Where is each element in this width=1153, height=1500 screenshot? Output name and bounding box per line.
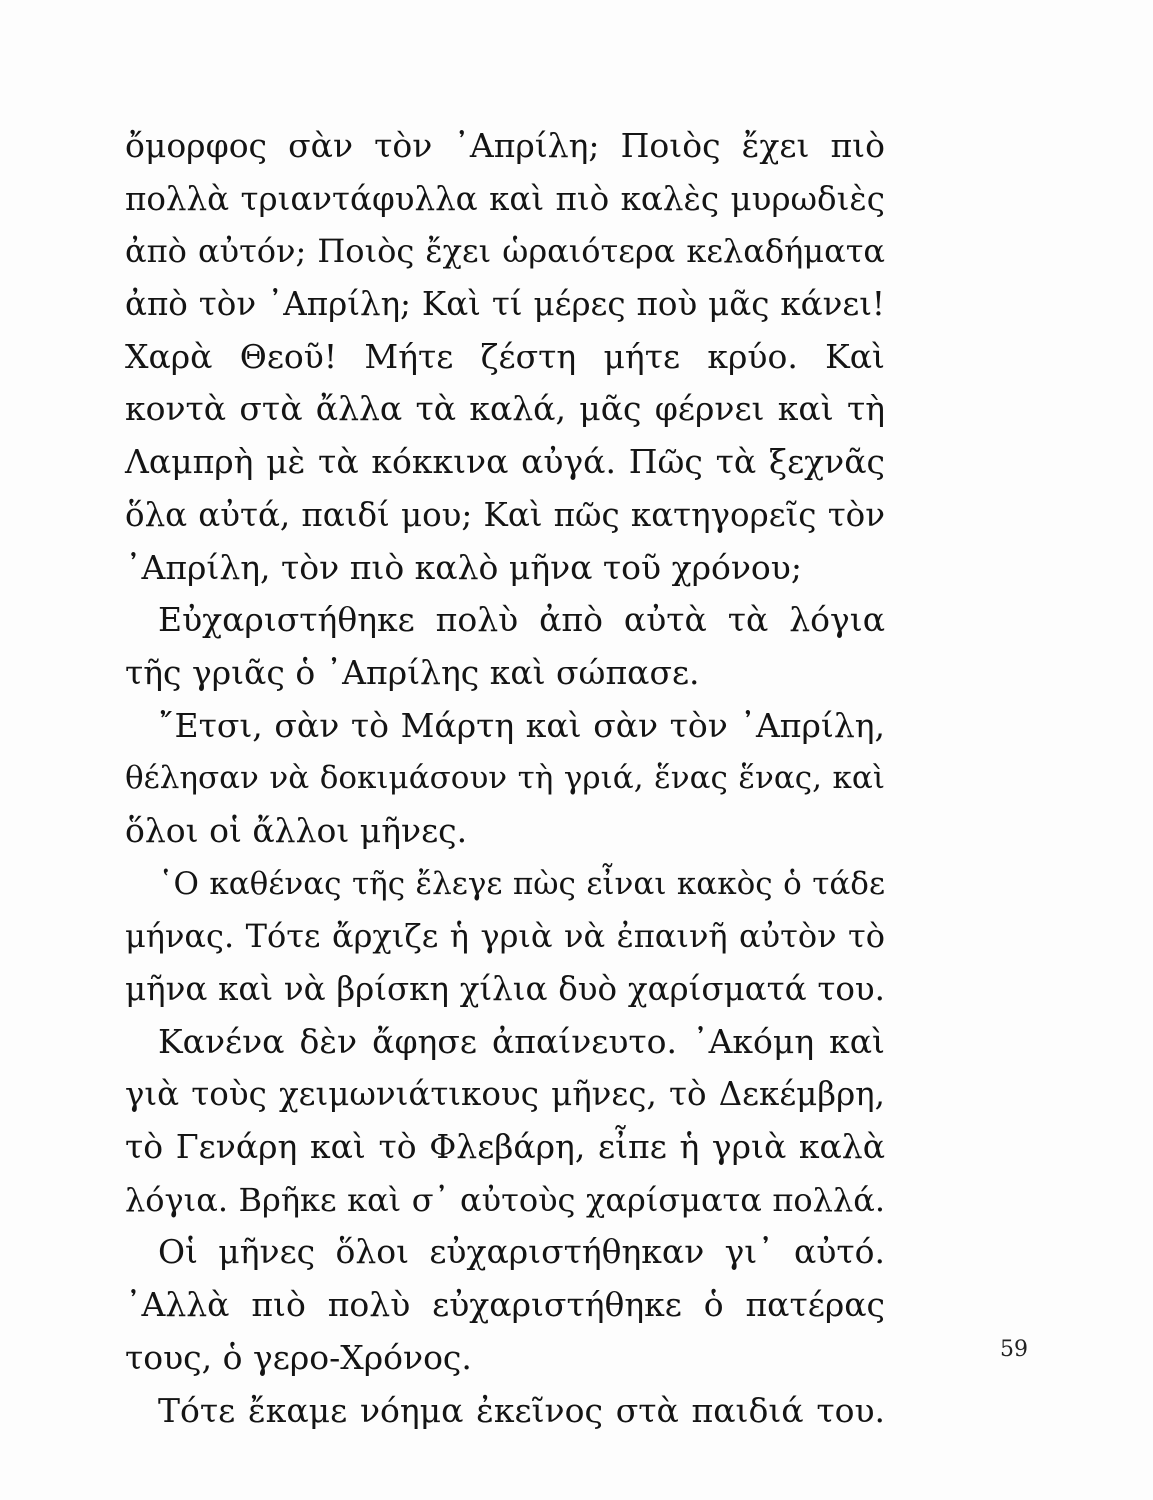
text-line: Χαρὰ Θεοῦ! Μήτε ζέστη μήτε κρύο. Καὶ [125,336,885,376]
text-line: ἀπὸ τὸν ᾿Απρίλη; Καὶ τί μέρες ποὺ μᾶς κάνει! [125,285,885,324]
text-line: ῾Ο καθένας τῆς ἔλεγε πὼς εἶναι κακὸς ὁ τάδε [158,865,885,902]
page-number: 59 [1000,1337,1028,1362]
text-line: ῎Ετσι, σὰν τὸ Μάρτη καὶ σὰν τὸν ᾿Απρίλη, [158,705,885,745]
text-line: ἀπὸ αὐτόν; Ποιὸς ἔχει ὡραιότερα κελαδήματα [125,232,885,271]
text-line: μῆνα καὶ νὰ βρίσκη χίλια δυὸ χαρίσματά του. [125,970,885,1008]
text-line: Κανένα δὲν ἄφησε ἀπαίνευτο. ᾿Ακόμη καὶ [158,1021,885,1061]
text-line: Τότε ἔκαμε νόημα ἐκεῖνος στὰ παιδιά του. [158,1390,885,1430]
text-line: τους, ὁ γερο-Χρόνος. [125,1337,472,1377]
text-line: ὅλα αὐτά, παιδί μου; Καὶ πῶς κατηγορεῖς τὸν [125,495,885,534]
body-text [125,120,885,1437]
text-line: τῆς γριᾶς ὁ ᾿Απρίλης καὶ σώπασε. [125,652,700,692]
text-line: λόγια. Βρῆκε καὶ σ᾿ αὐτοὺς χαρίσματα πολλά. [125,1180,885,1219]
text-line: Εὐχαριστήθηκε πολὺ ἀπὸ αὐτὰ τὰ λόγια [158,600,885,640]
text-line: ᾿Αλλὰ πιὸ πολὺ εὐχαριστήθηκε ὁ πατέρας [125,1285,885,1325]
text-line: ὅλοι οἱ ἄλλοι μῆνες. [125,810,468,850]
text-line: θέλησαν νὰ δοκιμάσουν τὴ γριά, ἕνας ἕνας, καὶ [125,760,885,797]
text-line: πολλὰ τριαντάφυλλα καὶ πιὸ καλὲς μυρωδιὲς [125,179,885,218]
text-line: μήνας. Τότε ἄρχιζε ἡ γριὰ νὰ ἐπαινῆ αὐτὸν τὸ [125,917,885,956]
text-line: ὄμορφος σὰν τὸν ᾿Απρίλη; Ποιὸς ἔχει πιὸ [125,126,885,165]
text-line: Λαμπρὴ μὲ τὰ κόκκινα αὐγά. Πῶς τὰ ξεχνᾶς [125,442,885,482]
text-line: Οἱ μῆνες ὅλοι εὐχαριστήθηκαν γι᾿ αὐτό. [158,1232,885,1272]
text-line: κοντὰ στὰ ἄλλα τὰ καλά, μᾶς φέρνει καὶ τὴ [125,389,885,429]
text-line: ᾿Απρίλη, τὸν πιὸ καλὸ μῆνα τοῦ χρόνου; [125,547,802,587]
text-line: γιὰ τοὺς χειμωνιάτικους μῆνες, τὸ Δεκέμβρη, [125,1075,885,1114]
text-line: τὸ Γενάρη καὶ τὸ Φλεβάρη, εἶπε ἡ γριὰ καλὰ [125,1127,885,1167]
